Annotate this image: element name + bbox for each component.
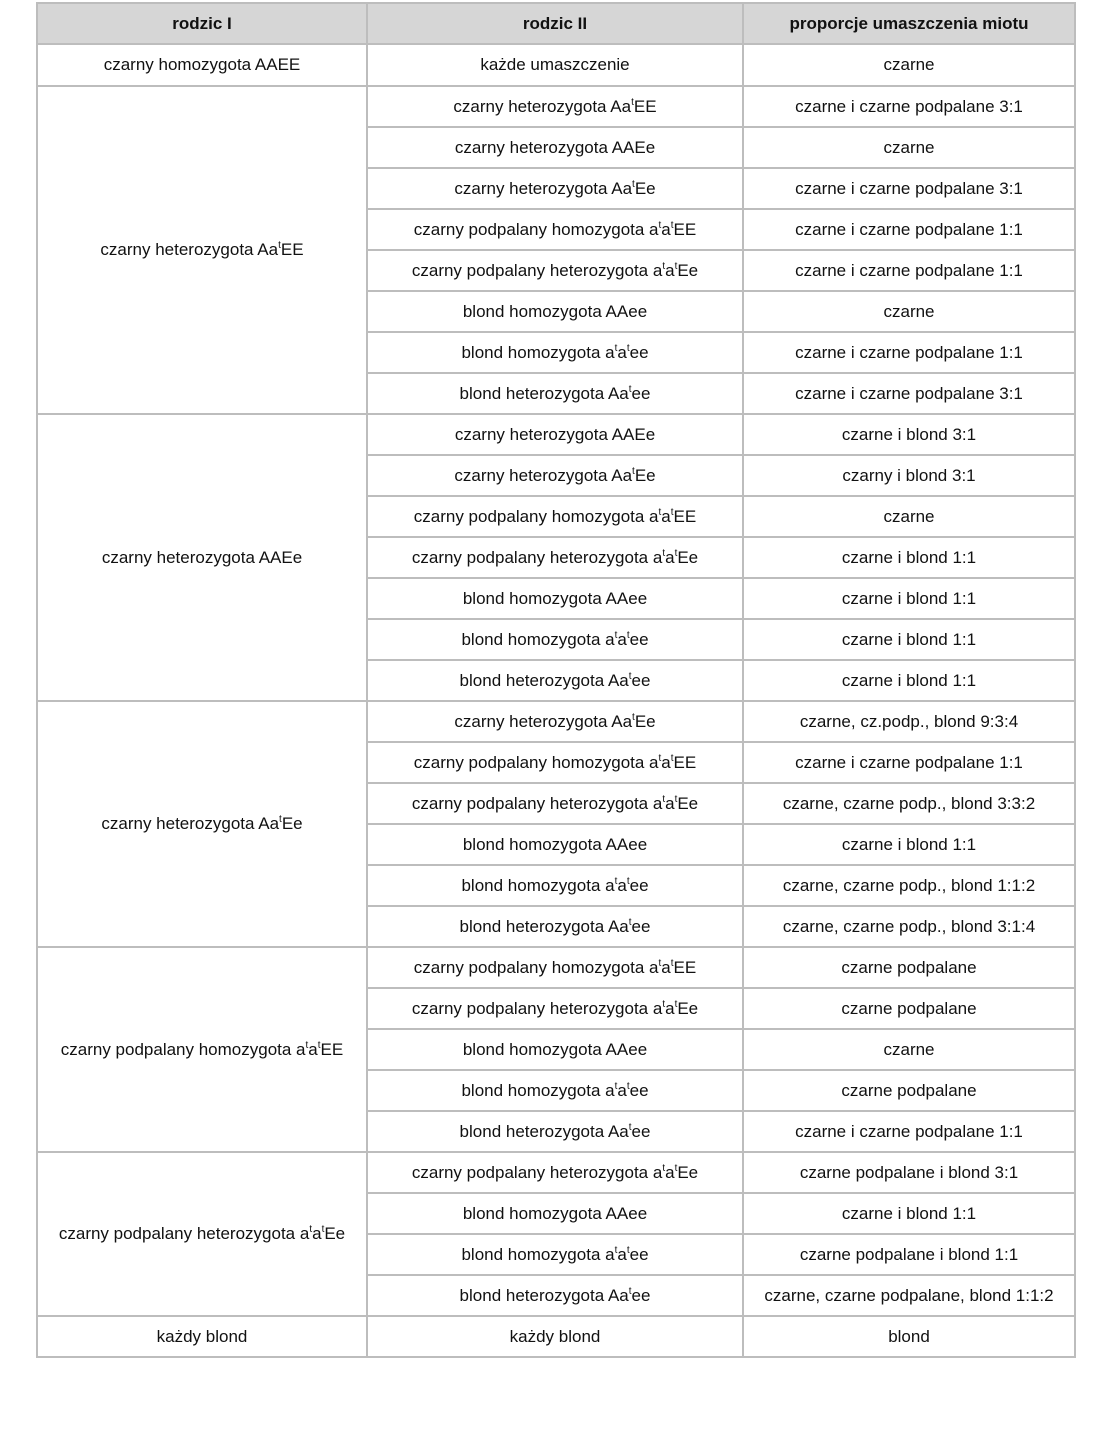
litter-proportion-cell: czarne: [743, 44, 1075, 86]
litter-proportion-cell: czarne i blond 1:1: [743, 537, 1075, 578]
parent2-cell: każdy blond: [367, 1316, 743, 1357]
litter-proportion-cell: czarne podpalane: [743, 1070, 1075, 1111]
litter-proportion-cell: czarne, cz.podp., blond 9:3:4: [743, 701, 1075, 742]
parent2-cell: czarny heterozygota Aa$^t$Ee: [367, 455, 743, 496]
parent2-cell: czarny podpalany heterozygota $a^ta^tEe$: [367, 537, 743, 578]
litter-proportion-cell: czarne i blond 1:1: [743, 619, 1075, 660]
litter-proportion-cell: czarne: [743, 291, 1075, 332]
parent2-cell: czarny podpalany heterozygota $a^ta^tEe$: [367, 988, 743, 1029]
header-row: [37, 3, 1075, 44]
parent2-cell: czarny podpalany homozygota $a^ta^tEE$: [367, 742, 743, 783]
parent2-cell: blond homozygota $a^ta^tee$: [367, 619, 743, 660]
parent1-cell: czarny homozygota AAEE: [37, 44, 367, 86]
litter-proportion-cell: czarne: [743, 127, 1075, 168]
litter-proportion-cell: czarne podpalane: [743, 988, 1075, 1029]
litter-proportion-cell: czarne i czarne podpalane 1:1: [743, 1111, 1075, 1152]
litter-proportion-cell: czarne: [743, 496, 1075, 537]
parent2-cell: czarny heterozygota Aa$^t$Ee: [367, 168, 743, 209]
parent2-cell: czarny heterozygota AAEe: [367, 127, 743, 168]
parent1-cell: czarny heterozygota AAEe: [37, 414, 367, 701]
parent2-cell: czarny podpalany heterozygota $a^ta^tEe$: [367, 783, 743, 824]
litter-proportion-cell: czarne i czarne podpalane 3:1: [743, 168, 1075, 209]
litter-proportion-cell: czarny i blond 3:1: [743, 455, 1075, 496]
litter-proportion-cell: czarne i czarne podpalane 3:1: [743, 86, 1075, 127]
litter-proportion-cell: czarne i blond 1:1: [743, 578, 1075, 619]
parent1-cell: czarny podpalany heterozygota $a^ta^tEe$: [37, 1152, 367, 1316]
header-litter-proportions: proporcje umaszczenia miotu: [743, 3, 1075, 44]
parent2-cell: blond homozygota AAee: [367, 578, 743, 619]
litter-proportion-cell: czarne i czarne podpalane 3:1: [743, 373, 1075, 414]
litter-proportion-cell: czarne podpalane i blond 3:1: [743, 1152, 1075, 1193]
parent2-cell: czarny heterozygota AAEe: [367, 414, 743, 455]
table-header: [37, 3, 1075, 44]
litter-proportion-cell: czarne i blond 1:1: [743, 1193, 1075, 1234]
header-parent1: rodzic I: [37, 3, 367, 44]
parent1-cell: czarny heterozygota Aa$^t$Ee: [37, 701, 367, 947]
parent2-cell: blond homozygota $a^ta^tee$: [367, 1070, 743, 1111]
table-row: [37, 1152, 1075, 1193]
parent2-cell: czarny podpalany homozygota $a^ta^tEE$: [367, 496, 743, 537]
parent2-cell: blond homozygota $a^ta^tee$: [367, 1234, 743, 1275]
parent2-cell: blond heterozygota Aa$^t$ee: [367, 906, 743, 947]
parent1-cell: czarny heterozygota Aa$^t$EE: [37, 86, 367, 414]
parent2-cell: blond homozygota AAee: [367, 824, 743, 865]
parent2-cell: blond heterozygota Aa$^t$ee: [367, 373, 743, 414]
parent2-cell: czarny podpalany heterozygota $a^ta^tEe$: [367, 1152, 743, 1193]
litter-proportion-cell: czarne podpalane: [743, 947, 1075, 988]
parent2-cell: czarny podpalany homozygota $a^ta^tEE$: [367, 947, 743, 988]
litter-proportion-cell: czarne i czarne podpalane 1:1: [743, 209, 1075, 250]
litter-proportion-cell: czarne i czarne podpalane 1:1: [743, 250, 1075, 291]
parent2-cell: czarny podpalany heterozygota $a^ta^tEe$: [367, 250, 743, 291]
parent1-cell: każdy blond: [37, 1316, 367, 1357]
litter-proportion-cell: czarne, czarne podpalane, blond 1:1:2: [743, 1275, 1075, 1316]
parent2-cell: blond heterozygota Aa$^t$ee: [367, 1111, 743, 1152]
parent2-cell: blond homozygota AAee: [367, 291, 743, 332]
parent2-cell: blond homozygota AAee: [367, 1193, 743, 1234]
litter-proportion-cell: czarne i czarne podpalane 1:1: [743, 742, 1075, 783]
litter-proportion-cell: czarne, czarne podp., blond 3:3:2: [743, 783, 1075, 824]
litter-proportion-cell: czarne, czarne podp., blond 3:1:4: [743, 906, 1075, 947]
parent2-cell: czarny podpalany homozygota $a^ta^tEE$: [367, 209, 743, 250]
parent2-cell: czarny heterozygota Aa$^t$EE: [367, 86, 743, 127]
litter-proportion-cell: czarne i blond 3:1: [743, 414, 1075, 455]
parent2-cell: każde umaszczenie: [367, 44, 743, 86]
parent2-cell: blond homozygota AAee: [367, 1029, 743, 1070]
table-row: [37, 947, 1075, 988]
litter-proportion-cell: czarne podpalane i blond 1:1: [743, 1234, 1075, 1275]
parent2-cell: blond heterozygota Aa$^t$ee: [367, 1275, 743, 1316]
table-row: [37, 701, 1075, 742]
litter-proportion-cell: czarne i blond 1:1: [743, 824, 1075, 865]
parent2-cell: blond homozygota $a^ta^tee$: [367, 865, 743, 906]
parent2-cell: czarny heterozygota Aa$^t$Ee: [367, 701, 743, 742]
table-row: [37, 86, 1075, 127]
litter-proportion-cell: czarne i czarne podpalane 1:1: [743, 332, 1075, 373]
parent2-cell: blond homozygota $a^ta^tee$: [367, 332, 743, 373]
table-row: [37, 414, 1075, 455]
parent2-cell: blond heterozygota Aa$^t$ee: [367, 660, 743, 701]
header-parent2: rodzic II: [367, 3, 743, 44]
litter-proportion-cell: czarne: [743, 1029, 1075, 1070]
litter-proportion-cell: blond: [743, 1316, 1075, 1357]
genetics-table: [36, 2, 1076, 1358]
litter-proportion-cell: czarne, czarne podp., blond 1:1:2: [743, 865, 1075, 906]
table-body: [37, 44, 1075, 1357]
table-row: [37, 44, 1075, 86]
parent1-cell: czarny podpalany homozygota $a^ta^tEE$: [37, 947, 367, 1152]
litter-proportion-cell: czarne i blond 1:1: [743, 660, 1075, 701]
table-row: [37, 1316, 1075, 1357]
